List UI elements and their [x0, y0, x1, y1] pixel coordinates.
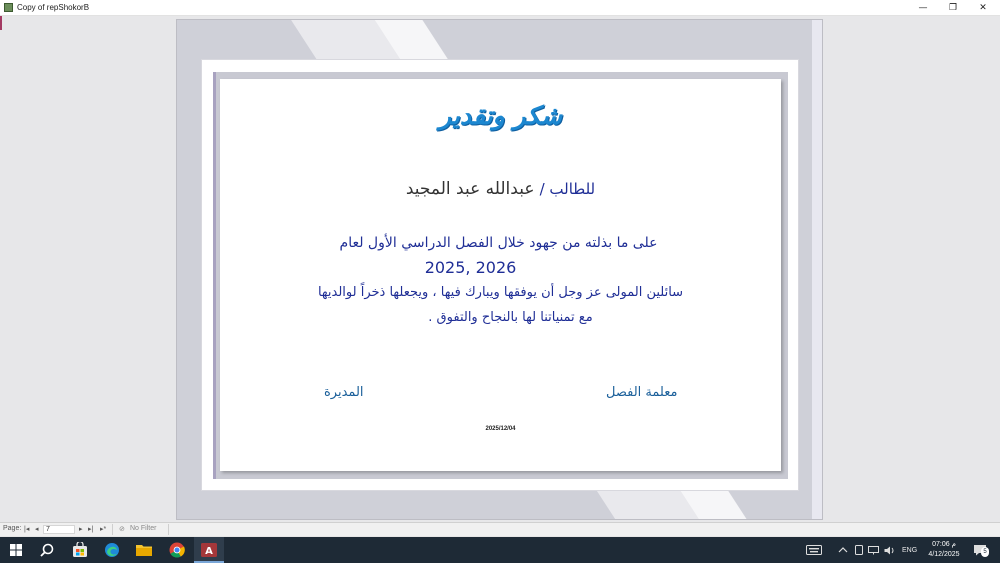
principal-signature-label: المديرة	[324, 385, 364, 400]
windows-start-icon[interactable]	[7, 541, 25, 559]
certificate-card	[220, 79, 781, 471]
input-language[interactable]: ENG	[902, 546, 918, 554]
network-icon[interactable]	[868, 537, 879, 563]
first-page-button[interactable]: |◂	[24, 526, 30, 533]
workspace-edge-marker	[0, 16, 2, 30]
edge-icon[interactable]	[103, 541, 121, 559]
certificate-text-line-1: على ما بذلته من جهود خلال الفصل الدراسي الأول لعام	[339, 235, 658, 251]
filter-status[interactable]: No Filter	[130, 525, 157, 532]
page-label: Page:	[3, 525, 22, 532]
new-page-button[interactable]: ▸*	[100, 526, 107, 533]
certificate-date: 2025/12/04	[485, 426, 516, 432]
certificate-text-line-3: سائلين المولى عز وجل أن يوفقها ويبارك فيها ، ويجعلها ذخراً لوالديها	[317, 285, 684, 300]
certificate-text-line-4: مع تمنياتنا لها بالنجاح والتفوق .	[428, 310, 593, 325]
volume-icon[interactable]	[884, 537, 895, 563]
chevron-up-icon[interactable]	[838, 537, 848, 563]
report-page	[176, 19, 823, 520]
tablet-icon[interactable]	[855, 537, 863, 563]
maximize-button[interactable]: ❐	[948, 3, 958, 13]
recipient-name: عبدالله عبد المجيد	[405, 179, 535, 199]
chrome-icon[interactable]	[168, 541, 186, 559]
record-navigation-bar	[0, 522, 1000, 536]
recipient-line	[220, 179, 781, 199]
title-bar	[0, 0, 1000, 16]
taskbar	[0, 537, 1000, 563]
nav-divider	[112, 524, 113, 535]
last-page-button[interactable]: ▸|	[88, 526, 94, 533]
report-app-icon	[4, 3, 13, 12]
notification-badge: 5	[981, 547, 989, 557]
keyboard-icon[interactable]	[806, 537, 822, 563]
certificate-title: شكر وتقدير	[439, 101, 562, 130]
next-page-button[interactable]: ▸	[79, 526, 83, 533]
clock-date: 4/12/2025	[928, 551, 960, 558]
window-title: Copy of repShokorB	[17, 3, 90, 12]
minimize-button[interactable]: —	[918, 3, 928, 13]
store-icon[interactable]	[71, 541, 89, 559]
svg-text:A: A	[205, 546, 213, 557]
access-icon[interactable]	[200, 541, 218, 559]
system-clock[interactable]	[918, 540, 970, 560]
teacher-signature-label: معلمة الفصل	[606, 385, 678, 400]
page-number-input[interactable]: 7	[43, 525, 75, 534]
page-shade	[812, 20, 822, 519]
certificate-year: 2025, 2026	[424, 258, 517, 277]
clock-time: 07:06 م	[932, 541, 956, 548]
close-button[interactable]: ✕	[979, 3, 987, 13]
nav-divider	[168, 524, 169, 535]
search-icon[interactable]	[38, 541, 56, 559]
recipient-prefix: للطالب /	[539, 180, 596, 198]
file-explorer-icon[interactable]	[135, 541, 153, 559]
previous-page-button[interactable]: ◂	[35, 526, 39, 533]
filter-icon: ⊘	[119, 526, 125, 533]
